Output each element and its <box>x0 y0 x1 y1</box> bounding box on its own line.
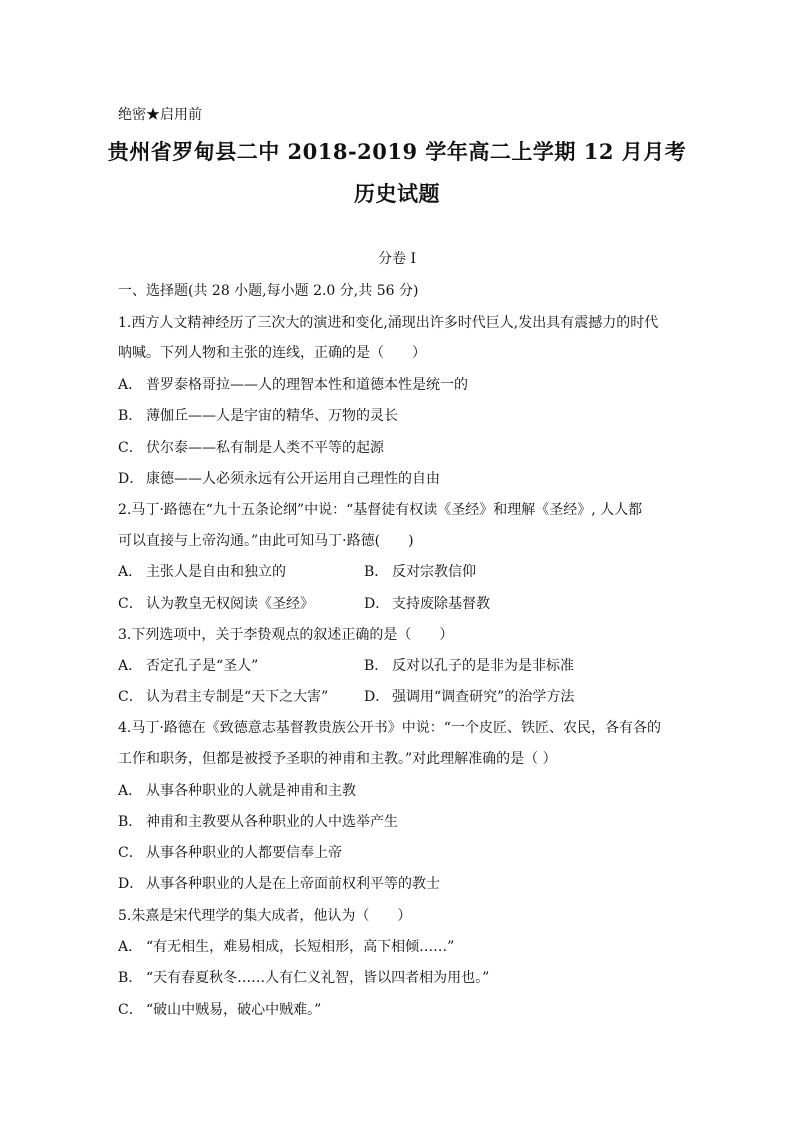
question-3-option-c <box>118 686 328 706</box>
option-letter: B． <box>118 970 143 986</box>
option-letter: A． <box>118 658 143 674</box>
option-text: 反对宗教信仰 <box>392 564 476 580</box>
question-5-option-b <box>118 967 489 987</box>
question-3-option-a <box>118 655 258 675</box>
option-text: “破山中贼易，破心中贼难。” <box>146 1002 322 1018</box>
option-letter: D． <box>364 689 390 705</box>
option-text: 否定孔子是“圣人” <box>146 658 259 674</box>
question-1-option-b <box>118 405 398 425</box>
option-text: 从事各种职业的人是在上帝面前权利平等的教士 <box>146 876 440 892</box>
option-text: 强调用“调查研究”的治学方法 <box>392 689 575 705</box>
option-letter: C． <box>118 596 143 612</box>
option-letter: C． <box>118 1002 143 1018</box>
option-letter: B． <box>364 658 389 674</box>
option-text: 反对以孔子的是非为是非标准 <box>392 658 574 674</box>
section-instruction: 一、选择题(共 28 小题,每小题 2.0 分,共 56 分) <box>118 283 419 299</box>
option-letter: B． <box>364 564 389 580</box>
option-letter: C． <box>118 845 143 861</box>
option-text: 薄伽丘——人是宇宙的精华、万物的灵长 <box>146 408 398 424</box>
question-4-option-b <box>118 811 398 831</box>
exam-title: 贵州省罗甸县二中 2018-2019 学年高二上学期 12 月月考 <box>107 139 687 164</box>
option-letter: B． <box>118 814 143 830</box>
option-text: 从事各种职业的人都要信奉上帝 <box>146 845 342 861</box>
option-text: 认为教皇无权阅读《圣经》 <box>146 596 314 612</box>
question-2-stem-line-2: 可以直接与上帝沟通。”由此可知马丁·路德( ) <box>118 533 414 549</box>
confidential-label: 绝密★启用前 <box>118 107 202 123</box>
option-text: 康德——人必须永远有公开运用自己理性的自由 <box>146 471 440 487</box>
option-text: 从事各种职业的人就是神甫和主教 <box>146 783 356 799</box>
option-letter: A． <box>118 783 143 799</box>
option-letter: C． <box>118 689 143 705</box>
question-4-option-d <box>118 873 440 893</box>
question-1-option-a <box>118 374 468 394</box>
question-3-option-b <box>364 655 574 675</box>
question-1-stem-line-1: 1.西方人文精神经历了三次大的演进和变化,涌现出许多时代巨人,发出具有震撼力的时代 <box>118 315 659 331</box>
exam-subject: 历史试题 <box>354 181 440 206</box>
question-2-option-b <box>364 561 476 581</box>
question-5-option-c <box>118 999 321 1019</box>
question-5-option-a <box>118 936 454 956</box>
option-letter: D． <box>364 596 390 612</box>
question-4-stem-line-1: 4.马丁·路德在《致德意志基督教贵族公开书》中说：“一个皮匠、铁匠、农民，各有各的 <box>118 720 661 736</box>
option-letter: B． <box>118 408 143 424</box>
question-2-option-a <box>118 561 286 581</box>
option-text: “有无相生，难易相成，长短相形，高下相倾……” <box>146 939 455 955</box>
question-2-stem-line-1: 2.马丁·路德在“九十五条论纲”中说：“基督徒有权读《圣经》和理解《圣经》, 人人都 <box>118 502 643 518</box>
option-text: 认为君主专制是“天下之大害” <box>146 689 329 705</box>
question-1-stem-line-2: 呐喊。下列人物和主张的连线，正确的是（ ） <box>118 345 426 361</box>
option-letter: A． <box>118 564 143 580</box>
question-1-option-d <box>118 468 440 488</box>
section-label: 分卷 I <box>378 251 416 267</box>
option-letter: A． <box>118 377 143 393</box>
option-text: 神甫和主教要从各种职业的人中选举产生 <box>146 814 398 830</box>
option-text: 普罗泰格哥拉——人的理智本性和道德本性是统一的 <box>146 377 468 393</box>
question-2-option-d <box>364 593 490 613</box>
option-text: 主张人是自由和独立的 <box>146 564 286 580</box>
option-letter: D． <box>118 471 144 487</box>
question-1-option-c <box>118 437 384 457</box>
question-4-stem-line-2: 工作和职务，但都是被授予圣职的神甫和主教。”对此理解准确的是（ ） <box>118 751 557 767</box>
option-letter: D． <box>118 876 144 892</box>
question-5-stem: 5.朱熹是宋代理学的集大成者，他认为（ ） <box>118 908 412 924</box>
question-2-option-c <box>118 593 314 613</box>
option-text: 伏尔泰——私有制是人类不平等的起源 <box>146 440 384 456</box>
option-text: 支持废除基督教 <box>392 596 490 612</box>
option-text: “天有春夏秋冬……人有仁义礼智，皆以四者相为用也。” <box>146 970 490 986</box>
question-4-option-a <box>118 780 356 800</box>
option-letter: C． <box>118 440 143 456</box>
option-letter: A． <box>118 939 143 955</box>
question-3-option-d <box>364 686 574 706</box>
question-4-option-c <box>118 842 342 862</box>
question-3-stem: 3.下列选项中，关于李贽观点的叙述正确的是（ ） <box>118 627 454 643</box>
